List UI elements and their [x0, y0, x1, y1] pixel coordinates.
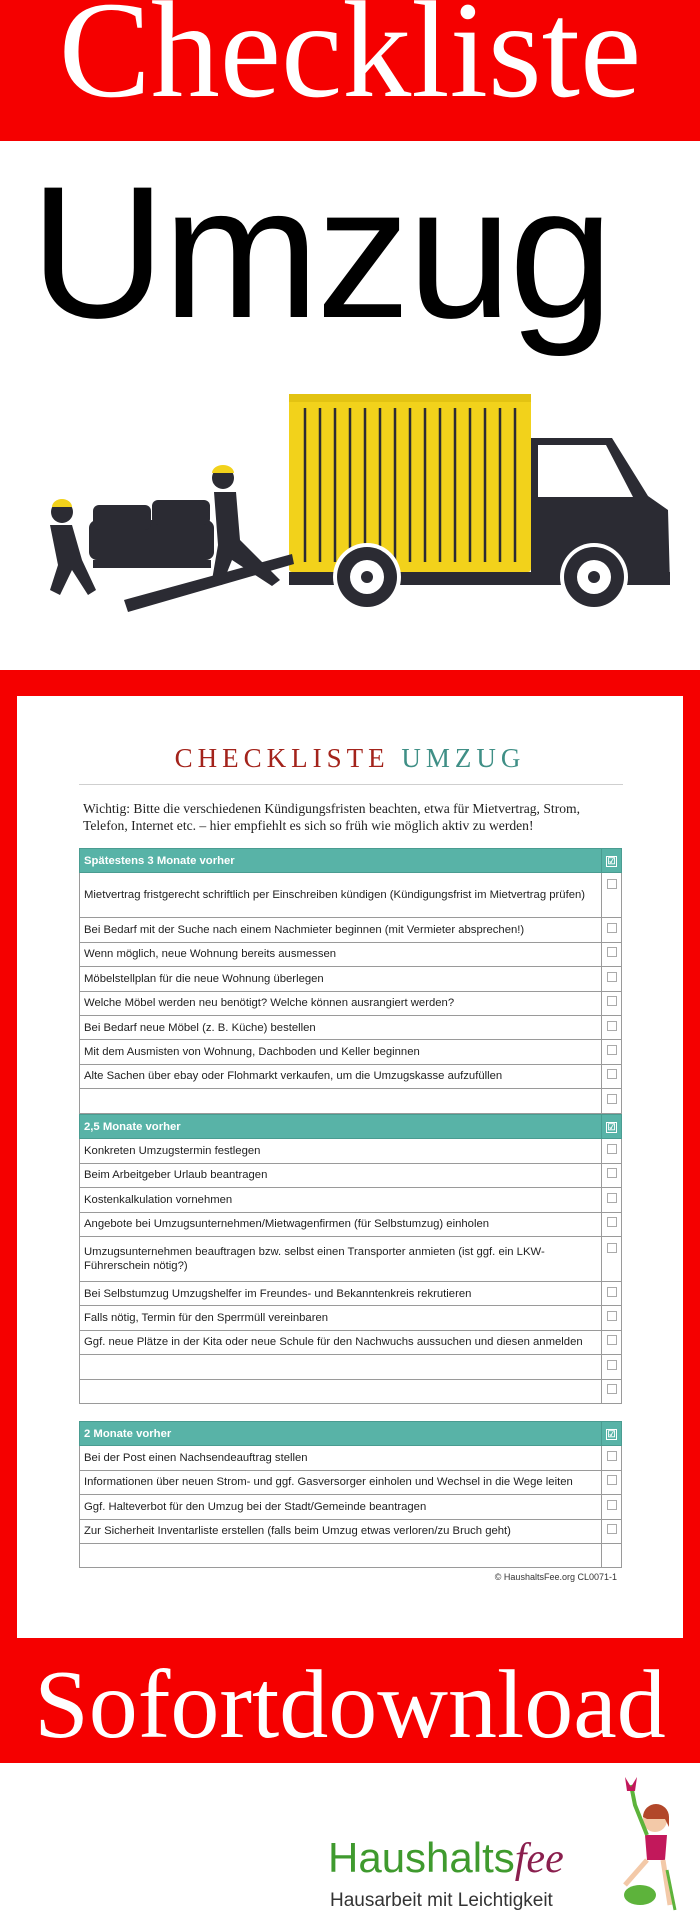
checkbox-icon[interactable] [607, 1384, 617, 1394]
checklist-row [80, 1040, 622, 1064]
logo-wordmark [328, 1836, 564, 1881]
task-text: Wenn möglich, neue Wohnung bereits ausmessen [80, 942, 602, 966]
checklist-row [80, 1355, 622, 1379]
task-text: Mietvertrag fristgerecht schriftlich per Einschreiben kündigen (Kündigungsfrist im Mietvertrag prüfen) [80, 873, 602, 918]
checkbox-icon[interactable] [607, 947, 617, 957]
section-header [80, 849, 622, 873]
checklist-row [80, 1064, 622, 1088]
task-checkbox[interactable] [602, 1519, 622, 1543]
intro-text: Wichtig: Bitte die verschiedenen Kündigungsfristen beachten, etwa für Mietvertrag, Strom, Telefon, Internet etc. – hier empfiehlt es sich so früh wie möglich aktiv zu werden! [83, 801, 580, 833]
checkbox-icon[interactable] [607, 1193, 617, 1203]
task-text: Ggf. neue Plätze in der Kita oder neue Schule für den Nachwuchs aussuchen und diesen anmelden [80, 1330, 602, 1354]
task-text: Angebote bei Umzugsunternehmen/Mietwagenfirmen (für Selbstumzug) einholen [80, 1212, 602, 1236]
download-cta[interactable]: Sofortdownload [34, 1651, 666, 1759]
task-checkbox[interactable] [602, 1139, 622, 1163]
task-checkbox[interactable] [602, 1015, 622, 1039]
task-checkbox[interactable] [602, 1330, 622, 1354]
checklist-row [80, 1330, 622, 1354]
task-text [80, 1379, 602, 1403]
task-text: Zur Sicherheit Inventarliste erstellen (falls beim Umzug etwas verloren/zu Bruch geht) [80, 1519, 602, 1543]
checkbox-icon[interactable] [607, 1144, 617, 1154]
logo-tagline: Hausarbeit mit Leichtigkeit [330, 1890, 553, 1911]
checkbox-icon[interactable] [607, 996, 617, 1006]
checkbox-icon[interactable] [607, 1475, 617, 1485]
check-icon: ☑ [607, 1428, 616, 1439]
task-text: Mit dem Ausmisten von Wohnung, Dachboden und Keller beginnen [80, 1040, 602, 1064]
task-checkbox[interactable] [602, 1379, 622, 1403]
main-title: Umzug [30, 147, 611, 357]
checklist-row [80, 1306, 622, 1330]
checklist-row [80, 1379, 622, 1403]
checklist-section [79, 1421, 622, 1568]
checklist-row [80, 1543, 622, 1567]
checkbox-icon[interactable] [607, 1451, 617, 1461]
task-checkbox[interactable] [602, 1163, 622, 1187]
task-checkbox[interactable] [602, 942, 622, 966]
task-checkbox[interactable] [602, 873, 622, 918]
checklist-row [80, 1089, 622, 1113]
check-icon: ☑ [607, 1121, 616, 1132]
task-text: Ggf. Halteverbot für den Umzug bei der Stadt/Gemeinde beantragen [80, 1495, 602, 1519]
section-title: 2 Monate vorher [80, 1422, 602, 1446]
checklist-row [80, 1495, 622, 1519]
checklist-row [80, 918, 622, 942]
task-checkbox[interactable] [602, 967, 622, 991]
checklist-row [80, 991, 622, 1015]
checkbox-icon[interactable] [607, 1094, 617, 1104]
moving-truck-illustration [0, 0, 700, 660]
sheet-title-part1: CHECKLISTE [174, 743, 390, 773]
sheet-title-part2: UMZUG [401, 743, 526, 773]
task-checkbox[interactable] [602, 1446, 622, 1470]
checkbox-icon[interactable] [607, 1045, 617, 1055]
checkbox-icon[interactable] [607, 1217, 617, 1227]
truck-icon [289, 394, 670, 611]
banner-title: Checkliste [58, 0, 642, 126]
checkbox-icon[interactable] [607, 1287, 617, 1297]
sofa-icon [89, 500, 214, 568]
checklist-row [80, 1188, 622, 1212]
checkbox-icon[interactable] [607, 1168, 617, 1178]
section-title: 2,5 Monate vorher [80, 1115, 602, 1139]
checklist-row [80, 1139, 622, 1163]
checklist-row [80, 1281, 622, 1305]
task-checkbox[interactable] [602, 1543, 622, 1567]
section-header [80, 1422, 622, 1446]
checklist-row [80, 1015, 622, 1039]
task-text [80, 1543, 602, 1567]
fairy-mascot-icon [595, 1775, 685, 1915]
task-checkbox[interactable] [602, 1470, 622, 1494]
check-icon: ☑ [607, 855, 616, 866]
task-checkbox[interactable] [602, 1306, 622, 1330]
logo-name-part2: fee [514, 1836, 564, 1882]
task-text: Bei Bedarf neue Möbel (z. B. Küche) bestellen [80, 1015, 602, 1039]
checkbox-icon[interactable] [607, 1500, 617, 1510]
task-text: Bei der Post einen Nachsendeauftrag stellen [80, 1446, 602, 1470]
task-checkbox[interactable] [602, 991, 622, 1015]
task-checkbox[interactable] [602, 1236, 622, 1281]
task-text: Alte Sachen über ebay oder Flohmarkt verkaufen, um die Umzugskasse aufzufüllen [80, 1064, 602, 1088]
copyright-note: © HaushaltsFee.org CL0071-1 [494, 1572, 617, 1582]
checkbox-icon[interactable] [607, 1524, 617, 1534]
divider [79, 784, 623, 785]
checkbox-icon[interactable] [607, 923, 617, 933]
task-text: Bei Selbstumzug Umzugshelfer im Freundes- und Bekanntenkreis rekrutieren [80, 1281, 602, 1305]
checklist-row [80, 873, 622, 918]
checkbox-icon[interactable] [607, 1311, 617, 1321]
task-checkbox[interactable] [602, 1281, 622, 1305]
checklist-row [80, 1519, 622, 1543]
header-checkbox-icon [602, 1422, 622, 1446]
task-checkbox[interactable] [602, 1064, 622, 1088]
checklist-row [80, 1163, 622, 1187]
task-text: Bei Bedarf mit der Suche nach einem Nachmieter beginnen (mit Vermieter absprechen!) [80, 918, 602, 942]
task-checkbox[interactable] [602, 1188, 622, 1212]
task-text: Welche Möbel werden neu benötigt? Welche können ausrangiert werden? [80, 991, 602, 1015]
task-text: Falls nötig, Termin für den Sperrmüll vereinbaren [80, 1306, 602, 1330]
task-text: Konkreten Umzugstermin festlegen [80, 1139, 602, 1163]
checklist-row [80, 1236, 622, 1281]
task-checkbox[interactable] [602, 1089, 622, 1113]
checklist-section [79, 1114, 622, 1404]
task-text [80, 1089, 602, 1113]
header-checkbox-icon [602, 849, 622, 873]
task-checkbox[interactable] [602, 1212, 622, 1236]
task-text: Beim Arbeitgeber Urlaub beantragen [80, 1163, 602, 1187]
checklist-row [80, 1470, 622, 1494]
task-text: Kostenkalkulation vornehmen [80, 1188, 602, 1212]
checkbox-icon[interactable] [607, 1360, 617, 1370]
task-text: Umzugsunternehmen beauftragen bzw. selbst einen Transporter anmieten (ist ggf. ein LKW-Führerschein nötig?) [80, 1236, 602, 1281]
checklist-section [79, 848, 622, 1114]
task-text: Möbelstellplan für die neue Wohnung überlegen [80, 967, 602, 991]
checkbox-icon[interactable] [607, 1069, 617, 1079]
header-checkbox-icon [602, 1115, 622, 1139]
task-text [80, 1355, 602, 1379]
checkbox-icon[interactable] [607, 972, 617, 982]
task-checkbox[interactable] [602, 1495, 622, 1519]
task-text: Informationen über neuen Strom- und ggf. Gasversorger einholen und Wechsel in die Wege leiten [80, 1470, 602, 1494]
checklist-row [80, 1446, 622, 1470]
checkbox-icon[interactable] [607, 1335, 617, 1345]
sheet-title [0, 742, 700, 774]
section-header [80, 1115, 622, 1139]
task-checkbox[interactable] [602, 1355, 622, 1379]
checklist-row [80, 967, 622, 991]
checkbox-icon[interactable] [607, 1021, 617, 1031]
logo-name-part1: Haushalts [328, 1834, 515, 1881]
task-checkbox[interactable] [602, 1040, 622, 1064]
checkbox-icon[interactable] [607, 879, 617, 889]
section-title: Spätestens 3 Monate vorher [80, 849, 602, 873]
task-checkbox[interactable] [602, 918, 622, 942]
checklist-row [80, 942, 622, 966]
checkbox-icon[interactable] [607, 1243, 617, 1253]
checklist-row [80, 1212, 622, 1236]
